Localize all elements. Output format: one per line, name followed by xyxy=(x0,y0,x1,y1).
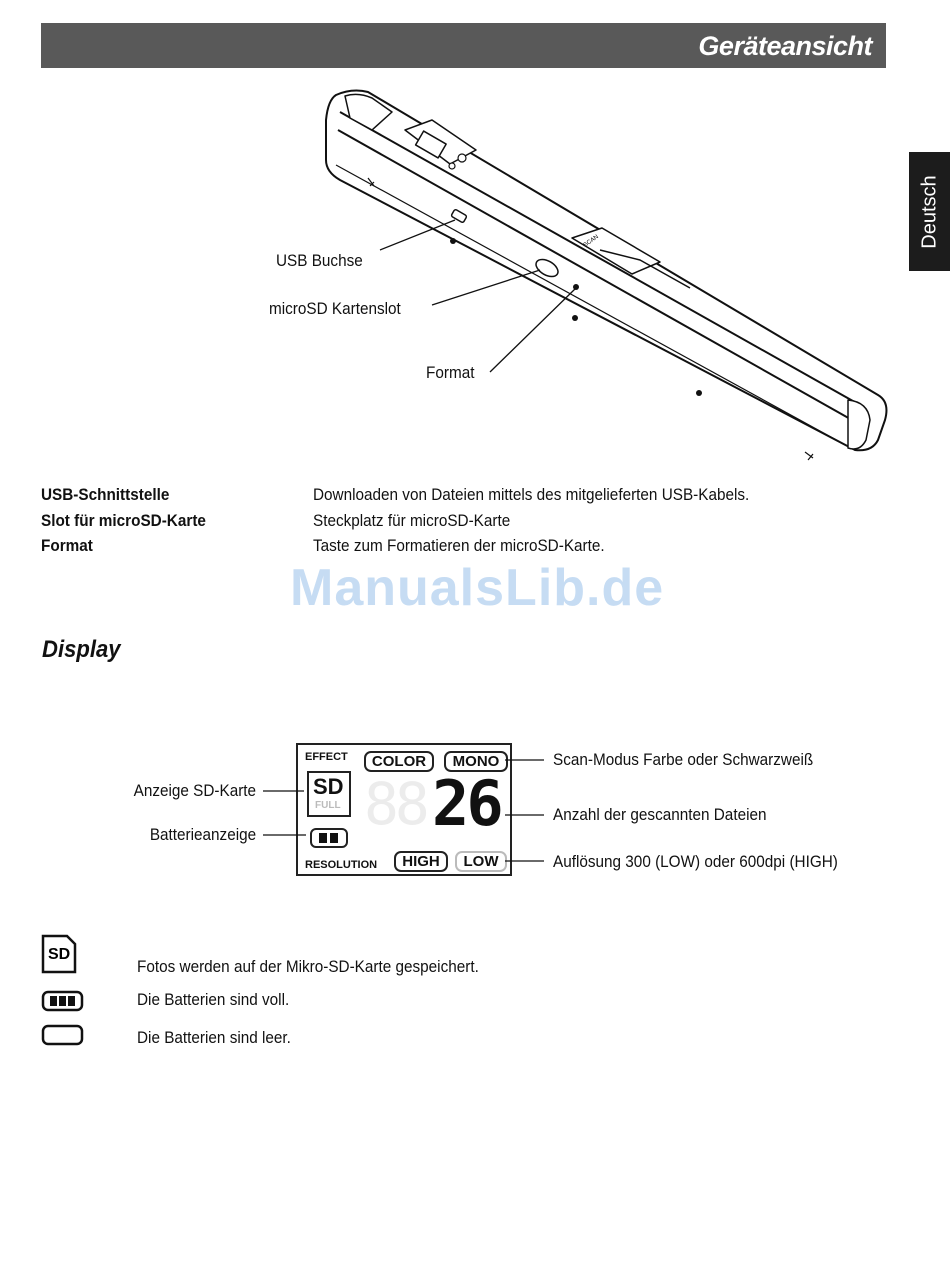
lcd-mono-indicator: MONO xyxy=(444,751,508,772)
legend-item: Die Batterien sind voll. xyxy=(137,990,290,1009)
svg-text:SD: SD xyxy=(48,946,71,963)
spec-term: Slot für microSD-Karte xyxy=(41,511,206,530)
lcd-display xyxy=(296,743,512,876)
battery-indicator-label: Batterieanzeige xyxy=(149,825,256,844)
spec-desc: Downloaden von Dateien mittels des mitgelieferten USB-Kabels. xyxy=(313,485,750,504)
page-title: Geräteansicht xyxy=(698,31,872,61)
lcd-full-text: FULL xyxy=(315,800,341,811)
lcd-dim-digits: 88 xyxy=(364,770,426,838)
language-tab-label: Deutsch xyxy=(918,174,940,249)
spec-desc: Taste zum Formatieren der microSD-Karte. xyxy=(313,536,605,555)
scan-mode-label: Scan-Modus Farbe oder Schwarzweiß xyxy=(553,750,814,769)
lcd-effect-label: EFFECT xyxy=(305,751,348,763)
lcd-battery-icon xyxy=(310,828,348,848)
lcd-resolution-label: RESOLUTION xyxy=(305,859,378,871)
sd-card-indicator-label: Anzeige SD-Karte xyxy=(133,781,256,800)
spec-term: USB-Schnittstelle xyxy=(41,485,170,504)
battery-full-icon xyxy=(41,990,85,1012)
spec-term: Format xyxy=(41,536,93,555)
resolution-label: Auflösung 300 (LOW) oder 600dpi (HIGH) xyxy=(553,852,838,871)
lcd-color-indicator: COLOR xyxy=(364,751,434,772)
battery-empty-icon xyxy=(41,1024,85,1046)
usb-port-label: USB Buchse xyxy=(276,251,363,270)
legend-item: Die Batterien sind leer. xyxy=(137,1028,291,1047)
spec-desc: Steckplatz für microSD-Karte xyxy=(313,511,511,530)
scanner-illustration xyxy=(0,0,950,480)
lcd-low-indicator: LOW xyxy=(455,851,507,872)
lcd-file-count: 26 xyxy=(432,767,501,840)
sd-card-icon xyxy=(41,934,76,972)
scan-button-text: SCAN xyxy=(582,234,600,249)
lcd-high-indicator: HIGH xyxy=(394,851,448,872)
section-title: Display xyxy=(42,636,121,663)
lcd-sd-text: SD xyxy=(313,774,344,799)
file-count-label: Anzahl der gescannten Dateien xyxy=(553,805,767,824)
legend-item: Fotos werden auf der Mikro-SD-Karte gespeichert. xyxy=(137,957,479,976)
format-button-label: Format xyxy=(426,363,475,382)
watermark: ManualsLib.de xyxy=(290,559,665,617)
lcd-sd-icon xyxy=(307,771,351,817)
microsd-slot-label: microSD Kartenslot xyxy=(269,299,401,318)
